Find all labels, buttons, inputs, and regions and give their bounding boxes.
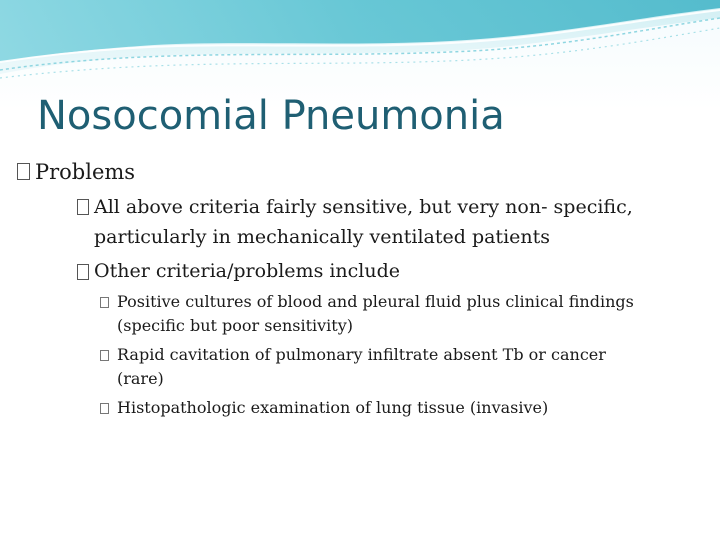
sub-bullet-cultures-line2: (specific but poor sensitivity): [117, 316, 353, 335]
bullet-criteria-line2: particularly in mechanically ventilated patients: [94, 226, 551, 248]
bullet-box-icon: [17, 163, 30, 180]
bullet-problems: Problems: [35, 160, 136, 184]
bullet-box-icon: [77, 199, 89, 215]
bullet-box-icon: [100, 350, 109, 361]
bullet-criteria-line1: All above criteria fairly sensitive, but very non- specific,: [94, 196, 633, 218]
sub-bullet-histopathologic: Histopathologic examination of lung tissue (invasive): [117, 398, 549, 417]
sub-bullet-cavitation-line2: (rare): [117, 369, 164, 388]
slide-title: Nosocomial Pneumonia: [37, 93, 505, 139]
sub-bullet-cultures-line1: Positive cultures of blood and pleural fluid plus clinical findings: [117, 292, 634, 311]
bullet-box-icon: [77, 264, 89, 280]
bullet-other-criteria: Other criteria/problems include: [94, 260, 401, 282]
bullet-box-icon: [100, 403, 109, 414]
sub-bullet-cavitation-line1: Rapid cavitation of pulmonary infiltrate absent Tb or cancer: [117, 345, 606, 364]
bullet-box-icon: [100, 297, 109, 308]
